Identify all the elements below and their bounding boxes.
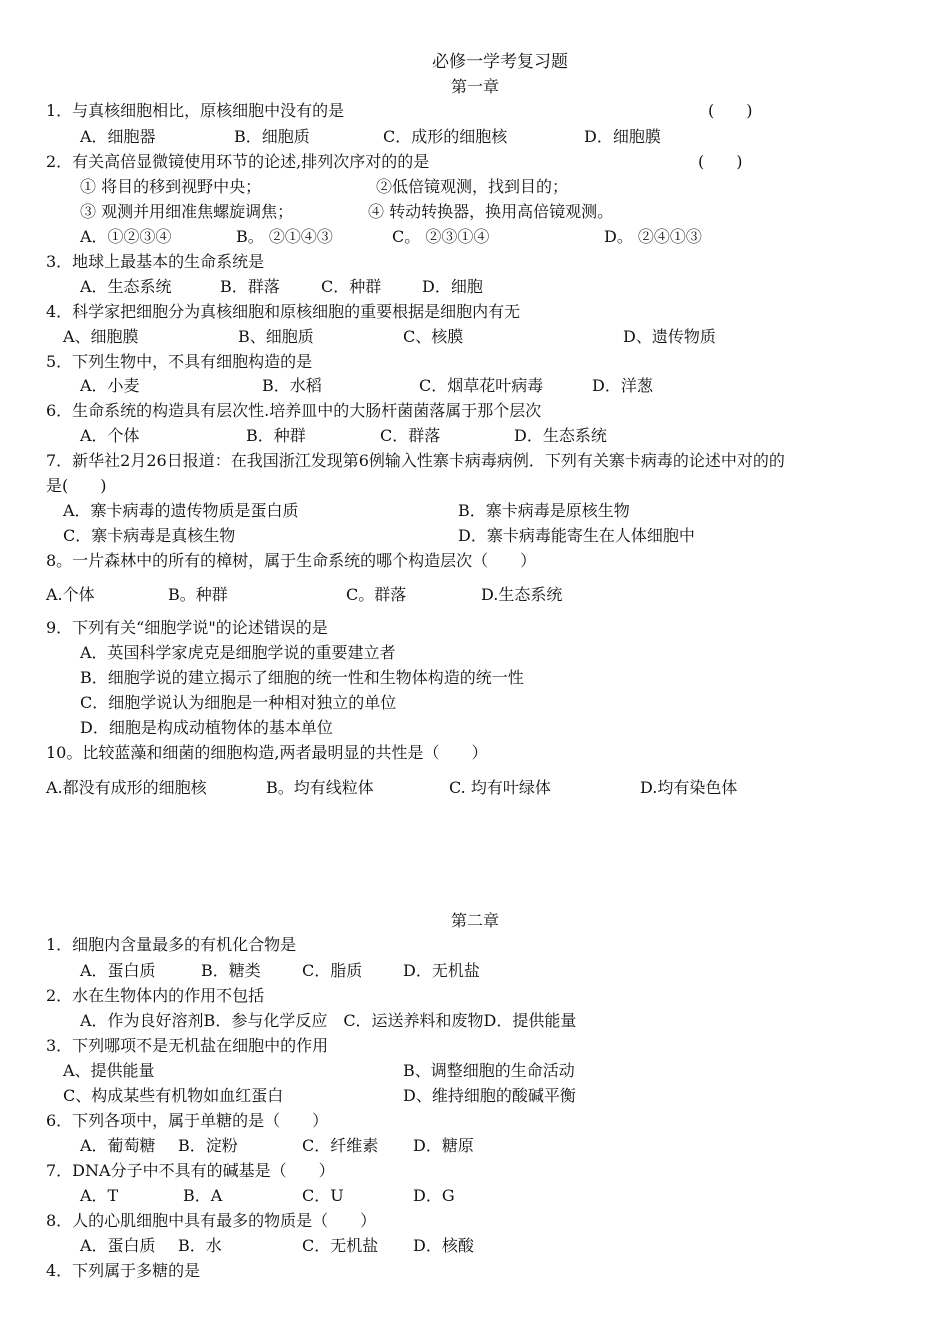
option-c: C．无机盐 xyxy=(302,1236,379,1255)
question-text: 8。一片森林中的所有的樟树，属于生命系统的哪个构造层次（ ） xyxy=(46,551,537,570)
option-d: D.生态系统 xyxy=(481,585,563,604)
option-a: A．英国科学家虎克是细胞学说的重要建立者 xyxy=(80,643,396,662)
option-c: C．脂质 xyxy=(302,961,363,980)
option-b: B．种群 xyxy=(246,426,306,445)
option-b: B．水 xyxy=(178,1236,222,1255)
option-b: B。均有线粒体 xyxy=(266,778,374,797)
question-text: 6．生命系统的构造具有层次性.培养皿中的大肠杆菌菌落属于那个层次 xyxy=(46,401,542,420)
option-c: C．烟草花叶病毒 xyxy=(419,376,544,395)
question-text: 7．DNA分子中不具有的碱基是（ ） xyxy=(46,1161,335,1180)
option-c: C。 ②③①④ xyxy=(392,227,490,246)
option-b: B．淀粉 xyxy=(178,1136,238,1155)
option-b: B．群落 xyxy=(220,277,280,296)
option-c: C．细胞学说认为细胞是一种相对独立的单位 xyxy=(80,693,397,712)
option-d: D．G xyxy=(413,1186,455,1205)
question-text: 6．下列各项中，属于单糖的是（ ） xyxy=(46,1111,329,1130)
option-a: A．细胞器 xyxy=(80,127,156,146)
chapter-1-heading: 第一章 xyxy=(451,77,500,96)
option-a: A．①②③④ xyxy=(80,227,172,246)
option-d: D．无机盐 xyxy=(403,961,480,980)
option-b: B．细胞学说的建立揭示了细胞的统一性和生物体构造的统一性 xyxy=(80,668,524,687)
option-d: D．糖原 xyxy=(413,1136,474,1155)
option-b: B．水稻 xyxy=(262,376,322,395)
option-d: D。 ②④①③ xyxy=(604,227,702,246)
question-text: 2．有关高倍显微镜使用环节的论述,排列次序对的的是 xyxy=(46,152,430,171)
option-c: C．成形的细胞核 xyxy=(383,127,508,146)
statement-4: ④ 转动转换器，换用高倍镜观测。 xyxy=(368,202,614,221)
statement-3: ③ 观测并用细准焦螺旋调焦； xyxy=(80,202,294,221)
option-a: A．葡萄糖 xyxy=(80,1136,156,1155)
option-a: A．生态系统 xyxy=(80,277,172,296)
question-text: 8．人的心肌细胞中具有最多的物质是（ ） xyxy=(46,1211,377,1230)
option-c: C．群落 xyxy=(380,426,441,445)
option-d: D.均有染色体 xyxy=(640,778,738,797)
option-d: D．寨卡病毒能寄生在人体细胞中 xyxy=(458,526,695,545)
question-text: 7．新华社2月26日报道：在我国浙江发现第6例输入性寨卡病毒病例．下列有关寨卡病毒的论述中对的的 xyxy=(46,451,785,470)
option-d: D．细胞膜 xyxy=(584,127,661,146)
option-b: B．细胞质 xyxy=(234,127,310,146)
option-a: A.都没有成形的细胞核 xyxy=(46,778,207,797)
question-text: 10。比较蓝藻和细菌的细胞构造,两者最明显的共性是（ ） xyxy=(46,743,488,762)
option-b: B、调整细胞的生命活动 xyxy=(403,1061,575,1080)
option-d: D．洋葱 xyxy=(592,376,653,395)
option-d: D．生态系统 xyxy=(514,426,607,445)
statement-1: ① 将目的移到视野中央； xyxy=(80,177,262,196)
option-b: B。种群 xyxy=(168,585,228,604)
option-a: A．小麦 xyxy=(80,376,140,395)
option-b: B、细胞质 xyxy=(238,327,314,346)
option-a: A．T xyxy=(80,1186,119,1205)
option-d: D．核酸 xyxy=(413,1236,474,1255)
option-a: A、细胞膜 xyxy=(63,327,139,346)
option-c: C。群落 xyxy=(346,585,407,604)
option-c: C．纤维素 xyxy=(302,1136,379,1155)
question-text: 3．下列哪项不是无机盐在细胞中的作用 xyxy=(46,1036,329,1055)
option-a: A．蛋白质 xyxy=(80,1236,156,1255)
answer-blank: ( ) xyxy=(698,152,743,171)
question-text: 2．水在生物体内的作用不包括 xyxy=(46,986,265,1005)
option-c: C．U xyxy=(302,1186,344,1205)
option-a: A．个体 xyxy=(80,426,140,445)
option-a: A.个体 xyxy=(46,585,95,604)
chapter-2-heading: 第二章 xyxy=(451,911,500,930)
question-text: 9．下列有关“细胞学说"的论述错误的是 xyxy=(46,618,328,637)
page-title: 必修一学考复习题 xyxy=(432,52,568,72)
option-b: B．糖类 xyxy=(201,961,261,980)
option-c: C、构成某些有机物如血红蛋白 xyxy=(63,1086,284,1105)
question-text: 1．细胞内含量最多的有机化合物是 xyxy=(46,935,297,954)
option-a: A．寨卡病毒的遗传物质是蛋白质 xyxy=(63,501,299,520)
option-b: B．A xyxy=(183,1186,223,1205)
options-line: A．作为良好溶剂B．参与化学反应 C．运送养料和废物D．提供能量 xyxy=(80,1011,577,1030)
question-text: 3．地球上最基本的生命系统是 xyxy=(46,252,265,271)
option-c: C. 均有叶绿体 xyxy=(449,778,551,797)
option-c: C．种群 xyxy=(321,277,382,296)
option-b: B．寨卡病毒是原核生物 xyxy=(458,501,630,520)
option-d: D．细胞是构成动植物体的基本单位 xyxy=(80,718,333,737)
option-c: C、核膜 xyxy=(403,327,464,346)
question-text: 4．下列属于多糖的是 xyxy=(46,1261,201,1280)
option-d: D、遗传物质 xyxy=(623,327,716,346)
option-c: C．寨卡病毒是真核生物 xyxy=(63,526,236,545)
question-text: 5．下列生物中，不具有细胞构造的是 xyxy=(46,352,313,371)
option-d: D、维持细胞的酸碱平衡 xyxy=(403,1086,576,1105)
statement-2: ②低倍镜观测，找到目的； xyxy=(376,177,569,196)
option-d: D．细胞 xyxy=(422,277,483,296)
question-text-continued: 是( ) xyxy=(46,476,107,495)
option-a: A．蛋白质 xyxy=(80,961,156,980)
question-text: 4．科学家把细胞分为真核细胞和原核细胞的重要根据是细胞内有无 xyxy=(46,302,521,321)
answer-blank: ( ) xyxy=(708,101,753,120)
option-a: A、提供能量 xyxy=(63,1061,155,1080)
question-text: 1．与真核细胞相比，原核细胞中没有的是 xyxy=(46,101,345,120)
option-b: B。 ②①④③ xyxy=(236,227,333,246)
